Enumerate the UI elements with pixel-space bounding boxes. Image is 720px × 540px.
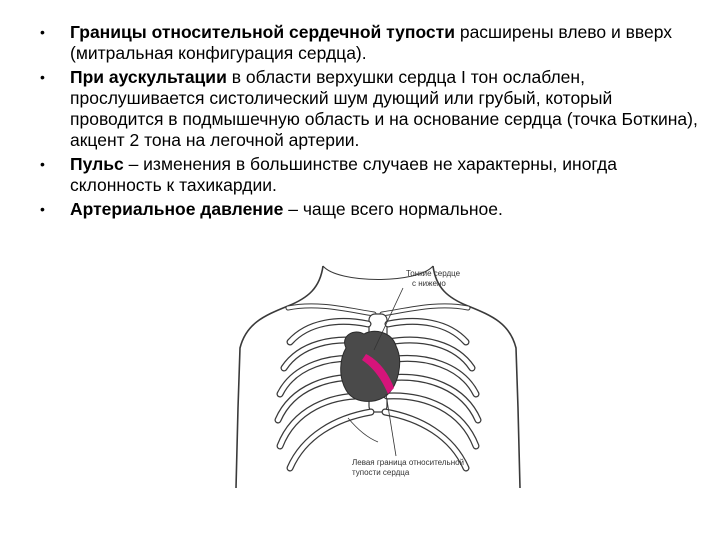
bullet-item [40,67,700,151]
bullet-text: в области верхушки сердца I тон ослаблен, прослушивается систолический шум дующий или грубый, который проводится в подмышечную область и на основание сердца (точка Боткина), акцент 2 тона на легочной артерии. [70,67,698,150]
chest-heart-illustration [228,258,528,533]
abdomen-line [348,418,378,442]
bullet-bold-heading: При аускультации [70,67,227,87]
bullet-item [40,154,700,196]
bullet-text: расширены влево и вверх (митральная конфигурация сердца). [70,22,673,63]
bullet-dot-icon: • [40,69,45,85]
bullet-bold-heading: Границы относительной сердечной тупости [70,22,455,42]
bullet-item [40,199,700,220]
label-bottom-line-1: Левая граница относительной [352,458,465,467]
label-bottom-line-2: тупости сердца [352,468,410,477]
bullet-item [40,22,700,64]
bullet-dot-icon: • [40,201,45,217]
leader-line-bottom [386,394,396,456]
bullet-text: – изменения в большинстве случаев не характерны, иногда склонность к тахикардии. [70,154,617,195]
bullet-bold-heading: Пульс [70,154,124,174]
bullet-text: – чаще всего нормальное. [283,199,503,219]
label-top-line-2: с нижено [412,279,446,288]
bullet-list [40,22,700,223]
bullet-dot-icon: • [40,24,45,40]
bullet-bold-heading: Артериальное давление [70,199,284,219]
label-top-line-1: Тонкие сердце [406,269,461,278]
bullet-dot-icon: • [40,156,45,172]
